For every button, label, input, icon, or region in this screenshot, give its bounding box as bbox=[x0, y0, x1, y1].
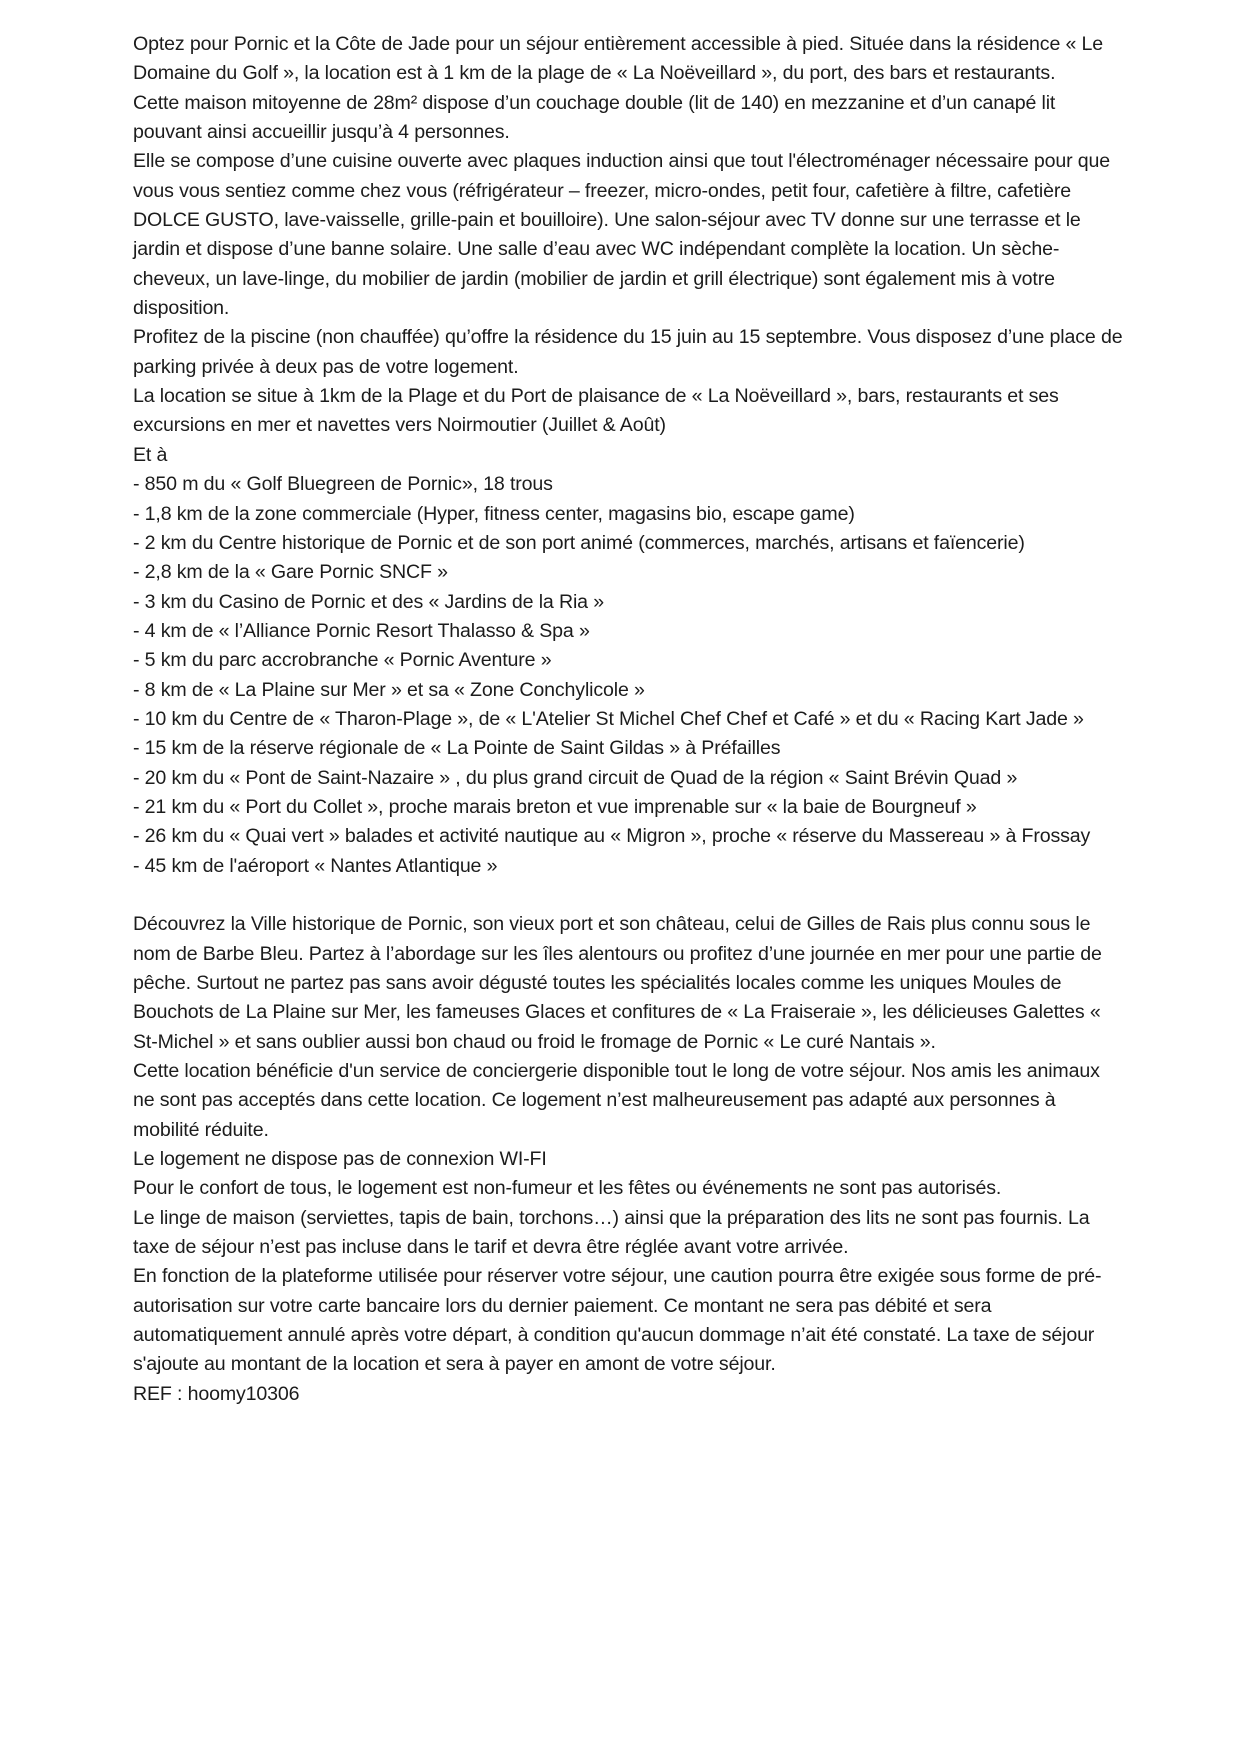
distance-item-accrobranche: - 5 km du parc accrobranche « Pornic Aventure » bbox=[133, 649, 552, 672]
distance-item-casino: - 3 km du Casino de Pornic et des « Jardins de la Ria » bbox=[133, 590, 604, 613]
paragraph-situation: La location se situe à 1km de la Plage et du Port de plaisance de « La Noëveillard », bars, restaurants et ses excursions en mer et navettes vers Noirmoutier (Juillet & Août) bbox=[133, 385, 1059, 437]
ref-line: REF : hoomy10306 bbox=[133, 1382, 300, 1405]
distance-item-la-plaine: - 8 km de « La Plaine sur Mer » et sa « Zone Conchylicole » bbox=[133, 678, 645, 701]
line-et-a: Et à bbox=[133, 443, 168, 466]
paragraph-intro: Optez pour Pornic et la Côte de Jade pour un séjour entièrement accessible à pied. Située dans la résidence « Le Domaine du Golf », la location est à 1 km de la plage de « La Noëveillard », du port, des bars et restaurants. bbox=[133, 33, 1104, 85]
paragraph-decouvrez: Découvrez la Ville historique de Pornic, son vieux port et son château, celui de Gilles de Rais plus connu sous le nom de Barbe Bleu. Partez à l’abordage sur les îles alentours ou profitez d’une journée en mer pour une partie de pêche. Surtout ne partez pas sans avoir dégusté toutes les spécialités locales comme les uniques Moules de Bouchots de La Plaine sur Mer, les fameuses Glaces et confitures de « La Fraiseraie », les délicieuses Galettes « St-Michel » et sans oublier aussi bon chaud ou froid le fromage de Pornic « Le curé Nantais ». bbox=[133, 913, 1102, 1053]
distance-item-pont-saint-nazaire: - 20 km du « Pont de Saint-Nazaire » , du plus grand circuit de Quad de la région « Saint Brévin Quad » bbox=[133, 766, 1018, 789]
distance-item-gare: - 2,8 km de la « Gare Pornic SNCF » bbox=[133, 561, 448, 584]
paragraph-conciergerie: Cette location bénéficie d'un service de conciergerie disponible tout le long de votre séjour. Nos amis les animaux ne sont pas acceptés dans cette location. Ce logement n’est malheureusement pas adapté aux personnes à mobilité réduite. bbox=[133, 1060, 1100, 1141]
distance-item-port-du-collet: - 21 km du « Port du Collet », proche marais breton et vue imprenable sur « la baie de Bourgneuf » bbox=[133, 795, 977, 818]
distance-item-quai-vert: - 26 km du « Quai vert » balades et activité nautique au « Migron », proche « réserve du Massereau » à Frossay bbox=[133, 825, 1091, 848]
distance-item-centre-historique: - 2 km du Centre historique de Pornic et de son port animé (commerces, marchés, artisans et faïencerie) bbox=[133, 531, 1025, 554]
document-page bbox=[133, 30, 1125, 1409]
paragraph-maison: Cette maison mitoyenne de 28m² dispose d’un couchage double (lit de 140) en mezzanine et d’un canapé lit pouvant ainsi accueillir jusqu’à 4 personnes. bbox=[133, 91, 1056, 144]
paragraph-caution: En fonction de la plateforme utilisée pour réserver votre séjour, une caution pourra être exigée sous forme de pré-autorisation sur votre carte bancaire lors du dernier paiement. Ce montant ne sera pas débité et sera automatiquement annulé après votre départ, à condition qu'aucun dommage n’ait été constaté. La taxe de séjour s'ajoute au montant de la location et sera à payer en amont de votre séjour. bbox=[133, 1265, 1102, 1376]
distance-item-tharon-plage: - 10 km du Centre de « Tharon-Plage », de « L'Atelier St Michel Chef Chef et Café » et du « Racing Kart Jade » bbox=[133, 707, 1084, 730]
distance-item-zone-commerciale: - 1,8 km de la zone commerciale (Hyper, fitness center, magasins bio, escape game) bbox=[133, 502, 855, 525]
paragraph-wifi: Le logement ne dispose pas de connexion WI-FI bbox=[133, 1148, 547, 1171]
distance-item-golf: - 850 m du « Golf Bluegreen de Pornic», 18 trous bbox=[133, 473, 553, 496]
paragraph-piscine: Profitez de la piscine (non chauffée) qu’offre la résidence du 15 juin au 15 septembre. Vous disposez d’une place de parking privée à deux pas de votre logement. bbox=[133, 326, 1123, 378]
paragraph-linge: Le linge de maison (serviettes, tapis de bain, torchons…) ainsi que la préparation des lits ne sont pas fournis. La taxe de séjour n’est pas incluse dans le tarif et devra être réglée avant votre arrivée. bbox=[133, 1206, 1090, 1259]
distance-item-aeroport: - 45 km de l'aéroport « Nantes Atlantique » bbox=[133, 854, 498, 877]
paragraph-equipements: Elle se compose d’une cuisine ouverte avec plaques induction ainsi que tout l'électroménager nécessaire pour que vous vous sentiez comme chez vous (réfrigérateur – freezer, micro-ondes, petit four, cafetière à filtre, cafetière DOLCE GUSTO, lave-vaisselle, grille-pain et bouilloire). Une salon-séjour avec TV donne sur une terrasse et le jardin et dispose d’une banne solaire. Une salle d’eau avec WC indépendant complète la location. Un sèche-cheveux, un lave-linge, du mobilier de jardin (mobilier de jardin et grill électrique) sont également mis à votre disposition. bbox=[133, 150, 1111, 320]
distance-item-thalasso: - 4 km de « l’Alliance Pornic Resort Thalasso & Spa » bbox=[133, 619, 590, 642]
paragraph-non-fumeur: Pour le confort de tous, le logement est non-fumeur et les fêtes ou événements ne sont pas autorisés. bbox=[133, 1177, 1002, 1200]
distance-item-pointe-saint-gildas: - 15 km de la réserve régionale de « La Pointe de Saint Gildas » à Préfailles bbox=[133, 737, 781, 760]
